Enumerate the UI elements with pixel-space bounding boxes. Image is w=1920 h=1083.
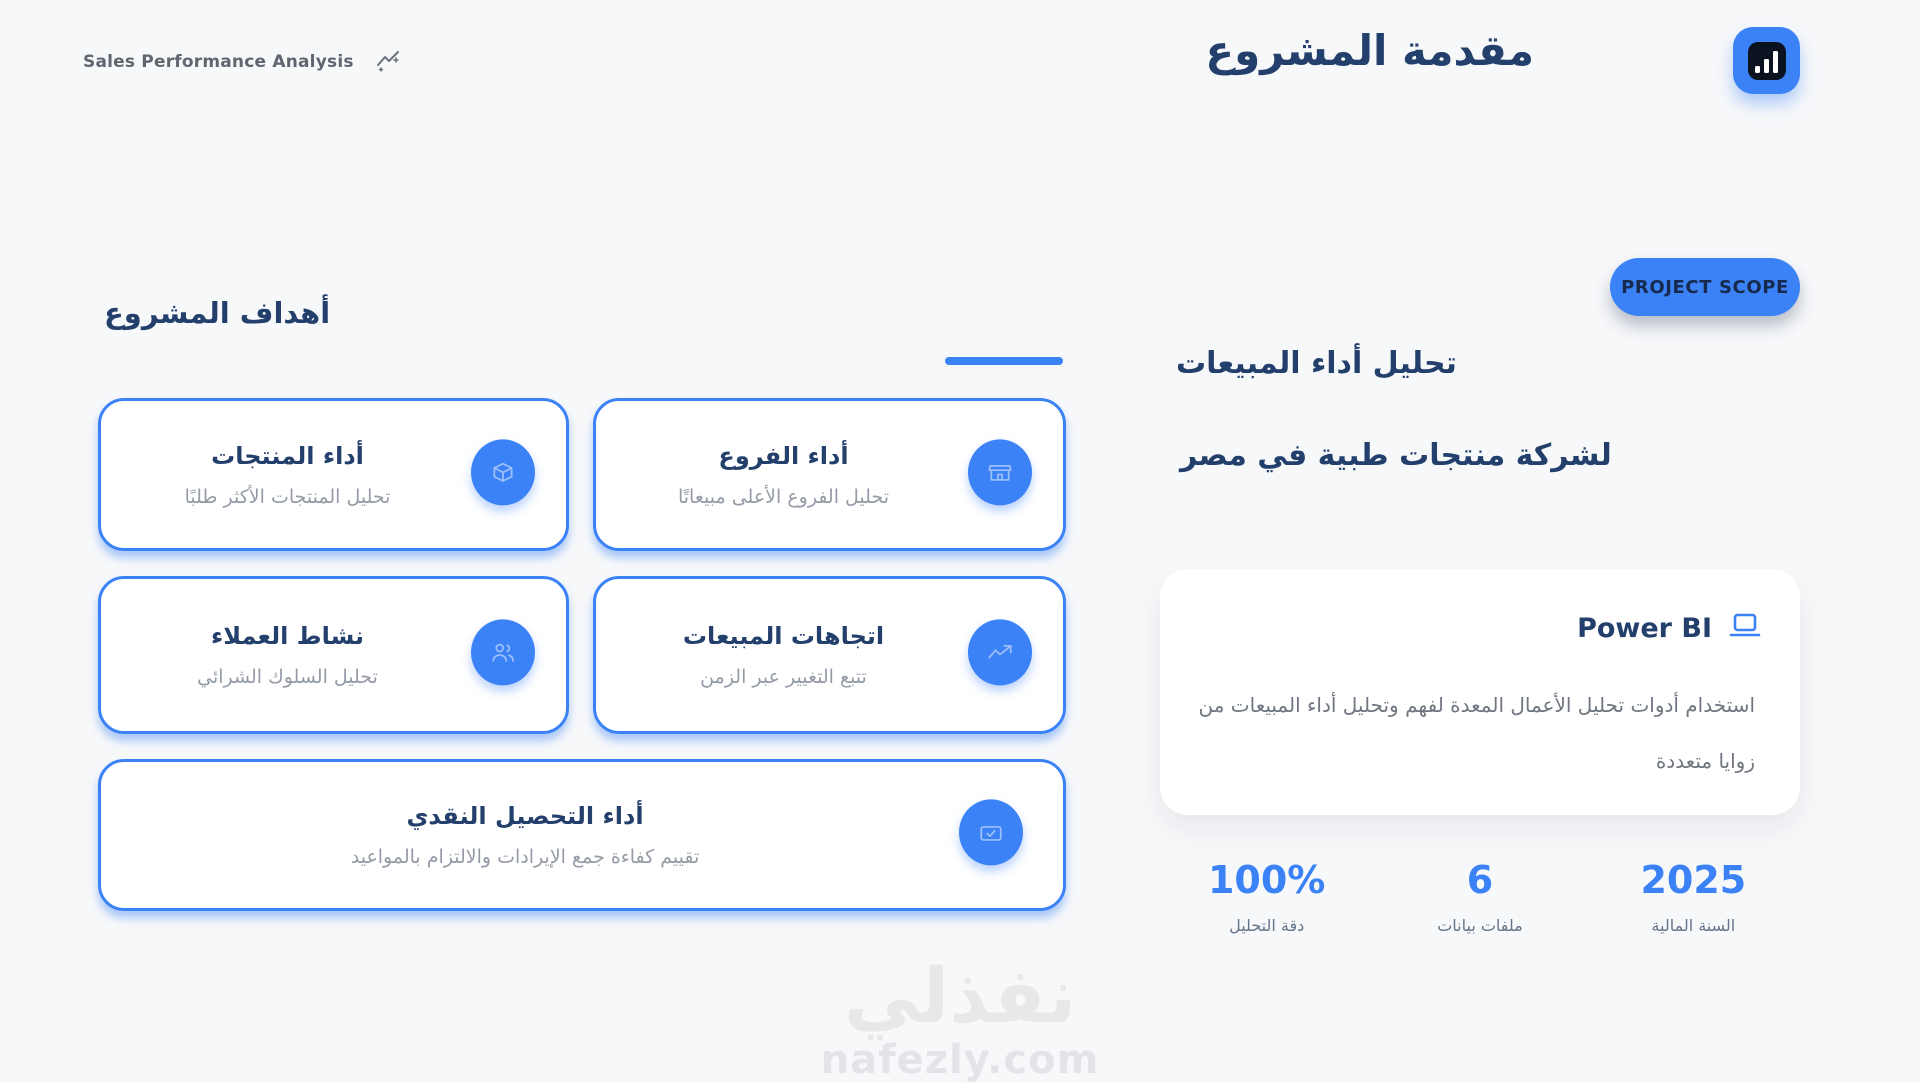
laptop-icon xyxy=(1728,611,1762,645)
bar-chart-icon xyxy=(1748,42,1786,80)
card-title: أداء المنتجات xyxy=(211,441,364,470)
card-product-performance[interactable] xyxy=(98,398,569,551)
card-title: نشاط العملاء xyxy=(210,622,365,650)
app-logo xyxy=(1733,27,1800,94)
card-subtitle: تتبع التغيير عبر الزمن xyxy=(700,666,867,688)
card-subtitle: تحليل السلوك الشرائي xyxy=(197,666,378,688)
objectives-heading: أهداف المشروع xyxy=(104,296,331,330)
stat-accuracy xyxy=(1160,858,1373,935)
powerbi-title: Power BI xyxy=(1577,612,1712,644)
stat-label: السنة المالية xyxy=(1651,916,1736,935)
users-icon xyxy=(471,619,535,685)
card-subtitle: تحليل الفروع الأعلى مبيعاتًا xyxy=(677,485,889,508)
card-title: اتجاهات المبيعات xyxy=(682,622,885,650)
powerbi-description: استخدام أدوات تحليل الأعمال المعدة لفهم وتحليل أداء المبيعات من زوايا متعددة xyxy=(1198,693,1755,773)
card-branch-performance[interactable] xyxy=(593,398,1066,551)
card-title: أداء الفروع xyxy=(718,441,849,470)
brand-label: Sales Performance Analysis xyxy=(83,52,354,72)
watermark xyxy=(0,951,1920,1083)
stat-value: 2025 xyxy=(1640,858,1747,902)
project-scope-button[interactable]: PROJECT SCOPE xyxy=(1610,258,1800,316)
package-icon xyxy=(471,439,535,505)
stat-label: دقة التحليل xyxy=(1229,916,1305,935)
card-sales-trends[interactable] xyxy=(593,576,1066,734)
accent-divider xyxy=(945,357,1063,365)
card-cash-collection[interactable] xyxy=(98,759,1066,911)
stats-row xyxy=(1160,858,1800,935)
card-title: أداء التحصيل النقدي xyxy=(406,802,644,830)
stat-value: 6 xyxy=(1466,858,1494,902)
powerbi-card xyxy=(1160,569,1800,815)
intro-title-line2: لشركة منتجات طبية في مصر xyxy=(1180,438,1612,473)
trend-icon xyxy=(968,619,1032,685)
cash-icon xyxy=(959,799,1023,865)
store-icon xyxy=(968,439,1032,505)
stat-label: ملفات بيانات xyxy=(1437,916,1523,935)
card-customer-activity[interactable] xyxy=(98,576,569,734)
intro-title-line1: تحليل أداء المبيعات xyxy=(1176,346,1457,381)
stat-fiscal-year xyxy=(1587,858,1800,935)
page-title: مقدمة المشروع xyxy=(1205,26,1534,75)
card-subtitle: تحليل المنتجات الأكثر طلبًا xyxy=(184,485,391,508)
objectives-grid xyxy=(98,398,1066,911)
trending-sparkle-icon xyxy=(376,48,402,76)
stat-value: 100% xyxy=(1207,858,1326,902)
watermark-arabic: نفذلي xyxy=(843,951,1077,1040)
stat-datafiles xyxy=(1373,858,1586,935)
card-subtitle: تقييم كفاءة جمع الإيرادات والالتزام بالمواعيد xyxy=(350,846,700,868)
brand xyxy=(83,48,402,76)
watermark-domain: nafezly.com xyxy=(820,1037,1100,1083)
powerbi-card-header xyxy=(1577,611,1762,645)
